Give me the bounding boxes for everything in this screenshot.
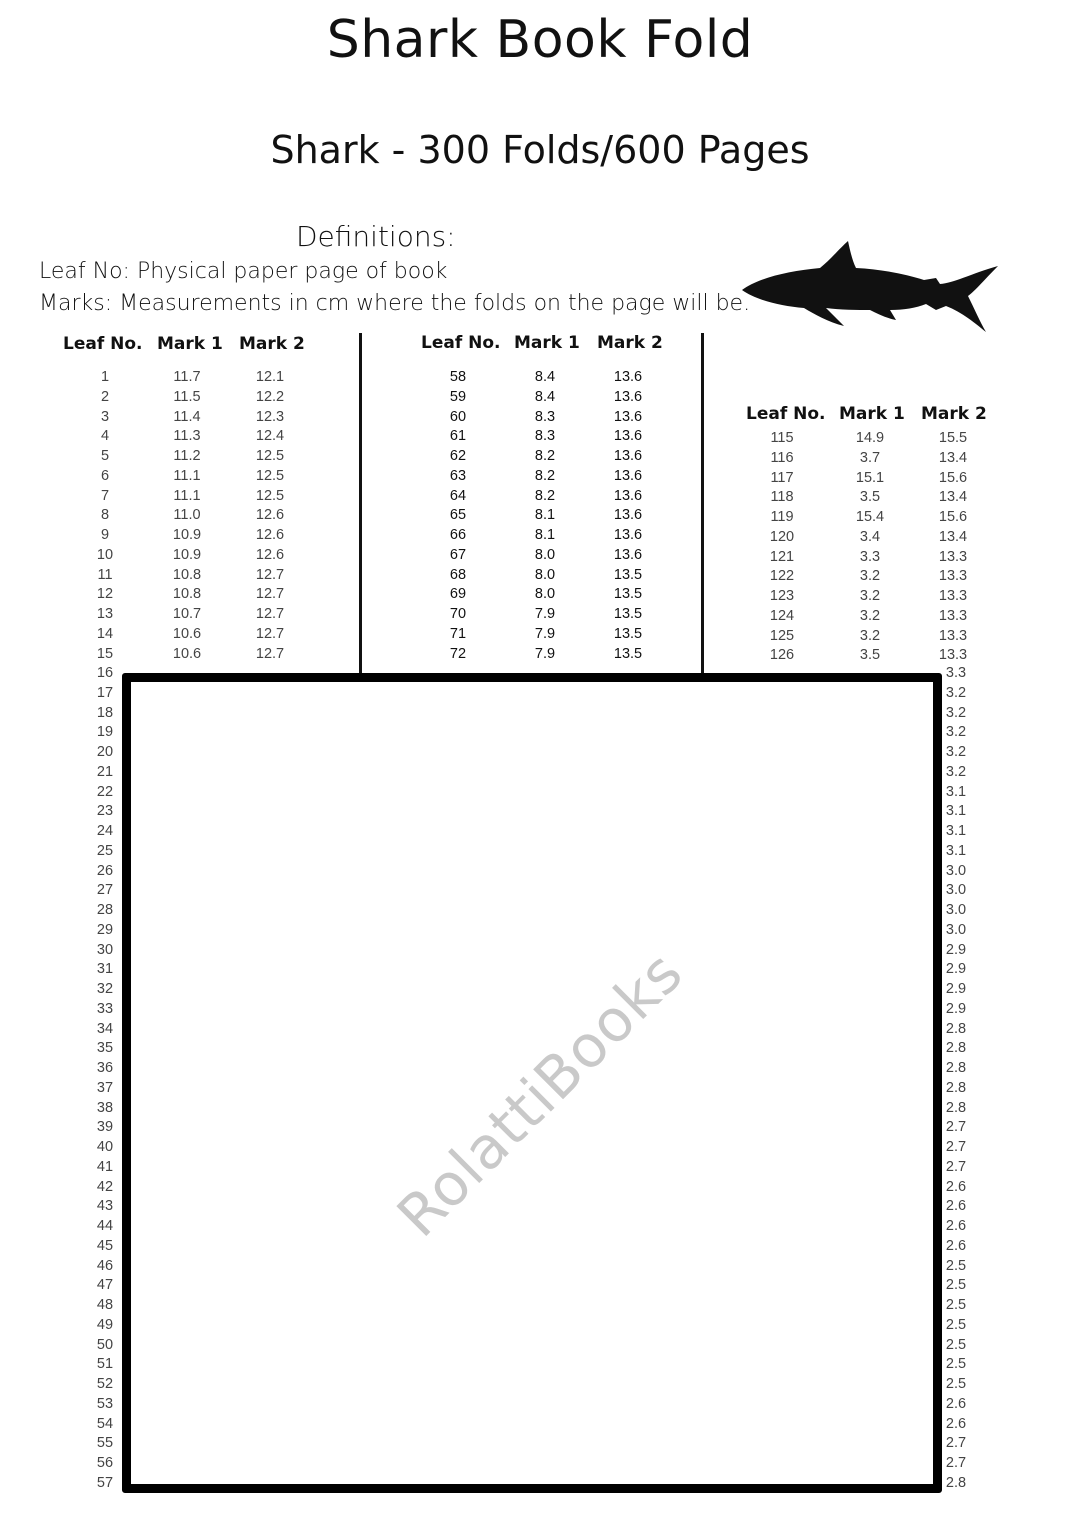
mark2-cell: 2.7	[945, 1435, 967, 1452]
mark2-cell: 2.5	[945, 1356, 967, 1373]
mark2-cell: 3.2	[945, 763, 967, 780]
mark1-cell: 7.9	[534, 625, 556, 642]
leaf-no-cell: 118	[770, 489, 794, 506]
definition-leaf: Leaf No: Physical paper page of book	[39, 259, 448, 284]
page-subtitle: Shark - 300 Folds/600 Pages	[270, 128, 810, 172]
mark2-cell: 3.3	[945, 665, 967, 681]
leaf-no-cell: 64	[449, 487, 467, 504]
mark1-cell: 10.6	[172, 645, 202, 662]
mark1-cell: 11.2	[173, 448, 201, 464]
leaf-no-cell: 30	[96, 941, 114, 958]
leaf-no-cell: 9	[100, 527, 110, 543]
mark2-cell: 13.4	[938, 489, 968, 506]
leaf-no-cell: 49	[96, 1316, 114, 1333]
definitions-heading: Definitions:	[296, 220, 456, 253]
col3-header-leaf: Leaf No.	[746, 404, 826, 424]
leaf-no-cell: 39	[96, 1119, 114, 1136]
table-row	[0, 488, 1080, 508]
leaf-no-cell: 14	[96, 625, 114, 642]
mark2-cell: 12.6	[255, 527, 285, 543]
mark2-cell: 2.6	[945, 1218, 967, 1234]
mark2-cell: 3.1	[945, 823, 967, 839]
leaf-no-cell: 116	[770, 449, 794, 466]
mark1-cell: 3.2	[859, 607, 881, 624]
leaf-no-cell: 48	[96, 1297, 114, 1313]
mark2-cell: 2.7	[945, 1119, 967, 1136]
table-row	[0, 587, 1080, 607]
mark2-cell: 2.6	[945, 1395, 967, 1412]
leaf-no-cell: 26	[96, 862, 114, 879]
mark2-cell: 13.6	[613, 408, 643, 425]
mark1-cell: 8.2	[534, 448, 556, 464]
leaf-no-cell: 23	[96, 803, 114, 820]
mark1-cell: 3.3	[859, 548, 881, 565]
leaf-no-cell: 22	[96, 783, 114, 800]
mark2-cell: 2.7	[945, 1455, 967, 1471]
mark1-cell: 10.8	[172, 566, 202, 583]
leaf-no-cell: 70	[449, 606, 467, 622]
leaf-no-cell: 1	[100, 369, 110, 385]
leaf-no-cell: 6	[100, 467, 110, 484]
leaf-no-cell: 53	[96, 1395, 114, 1412]
mark2-cell: 3.0	[945, 921, 967, 938]
mark2-cell: 2.8	[945, 1474, 967, 1491]
mark2-cell: 13.6	[613, 527, 643, 543]
mark2-cell: 2.9	[945, 981, 967, 997]
col3-header-mark1: Mark 1	[839, 404, 905, 424]
leaf-no-cell: 28	[96, 902, 114, 918]
mark2-cell: 2.8	[945, 1060, 967, 1076]
leaf-no-cell: 40	[96, 1139, 114, 1155]
table-row	[0, 607, 1080, 627]
table-row	[0, 408, 700, 428]
leaf-no-cell: 15	[96, 645, 114, 662]
mark1-cell: 3.5	[859, 489, 881, 506]
leaf-no-cell: 27	[96, 882, 114, 899]
col3-header-mark2: Mark 2	[921, 404, 987, 424]
mark2-cell: 13.3	[938, 647, 968, 664]
mark1-cell: 3.7	[859, 449, 881, 466]
mark2-cell: 12.4	[255, 428, 285, 445]
mark2-cell: 3.0	[945, 862, 967, 879]
definition-marks: Marks: Measurements in cm where the folds on the page will be.	[39, 291, 751, 316]
leaf-no-cell: 60	[449, 408, 467, 425]
mark2-cell: 2.6	[945, 1198, 967, 1215]
leaf-no-cell: 20	[96, 744, 114, 760]
leaf-no-cell: 31	[96, 961, 114, 978]
mark1-cell: 11.1	[173, 467, 201, 484]
table-row	[0, 627, 1080, 647]
mark2-cell: 2.9	[945, 1000, 967, 1017]
leaf-no-cell: 125	[769, 627, 795, 644]
leaf-no-cell: 63	[449, 467, 467, 484]
leaf-no-cell: 38	[96, 1099, 114, 1116]
mark2-cell: 15.6	[938, 509, 968, 525]
col1-header-mark2: Mark 2	[239, 334, 305, 354]
leaf-no-cell: 55	[96, 1435, 114, 1452]
leaf-no-cell: 41	[96, 1158, 114, 1175]
mark2-cell: 13.6	[613, 487, 643, 504]
mark2-cell: 3.0	[945, 902, 967, 918]
mark2-cell: 13.6	[613, 448, 643, 464]
mark1-cell: 10.6	[172, 625, 202, 642]
mark2-cell: 12.5	[255, 467, 285, 484]
mark2-cell: 13.5	[613, 606, 643, 622]
mark1-cell: 8.1	[534, 527, 556, 543]
mark1-cell: 3.5	[859, 647, 881, 664]
leaf-no-cell: 51	[96, 1356, 114, 1373]
mark2-cell: 12.6	[255, 546, 285, 563]
col2-header-mark2: Mark 2	[597, 333, 663, 353]
leaf-no-cell: 21	[96, 763, 114, 780]
mark2-cell: 13.4	[938, 449, 968, 466]
leaf-no-cell: 24	[96, 823, 114, 839]
mark2-cell: 3.0	[945, 882, 967, 899]
mark2-cell: 2.7	[945, 1158, 967, 1175]
table-row	[0, 548, 1080, 568]
mark2-cell: 13.4	[938, 528, 968, 545]
leaf-no-cell: 34	[96, 1020, 114, 1037]
mark2-cell: 13.6	[613, 546, 643, 563]
mark1-cell: 11.4	[173, 408, 201, 425]
leaf-no-cell: 36	[96, 1060, 114, 1076]
mark2-cell: 13.3	[938, 607, 968, 624]
mark1-cell: 11.5	[173, 388, 201, 405]
mark2-cell: 13.6	[613, 467, 643, 484]
mark2-cell: 13.3	[938, 548, 968, 565]
mark1-cell: 8.4	[534, 369, 556, 385]
mark1-cell: 15.1	[855, 469, 885, 486]
mark2-cell: 2.6	[945, 1178, 967, 1195]
leaf-no-cell: 35	[96, 1040, 114, 1057]
leaf-no-cell: 72	[449, 645, 467, 662]
mark2-cell: 2.5	[945, 1316, 967, 1333]
mark1-cell: 7.9	[534, 645, 556, 662]
mark2-cell: 2.8	[945, 1099, 967, 1116]
mark2-cell: 12.7	[255, 606, 285, 622]
table-row	[0, 508, 1080, 528]
mark1-cell: 8.3	[534, 428, 556, 445]
mark2-cell: 12.7	[255, 625, 285, 642]
mark2-cell: 2.5	[945, 1297, 967, 1313]
mark1-cell: 3.2	[859, 588, 881, 604]
leaf-no-cell: 66	[449, 527, 467, 543]
col1-header-mark1: Mark 1	[157, 334, 223, 354]
mark1-cell: 11.3	[173, 428, 201, 445]
mark2-cell: 2.9	[945, 961, 967, 978]
mark2-cell: 13.5	[613, 586, 643, 603]
leaf-no-cell: 117	[770, 469, 794, 486]
mark2-cell: 2.5	[945, 1336, 967, 1353]
leaf-no-cell: 12	[96, 586, 114, 603]
leaf-no-cell: 50	[96, 1336, 114, 1353]
leaf-no-cell: 19	[96, 724, 114, 741]
table-row	[0, 388, 700, 408]
mark1-cell: 11.1	[173, 487, 201, 504]
mark2-cell: 13.6	[613, 428, 643, 445]
leaf-no-cell: 46	[96, 1257, 114, 1274]
mark1-cell: 8.0	[534, 566, 556, 583]
watermark: RolattiBooks	[384, 938, 696, 1250]
table-row	[0, 567, 1080, 587]
mark2-cell: 15.6	[938, 469, 968, 486]
leaf-no-cell: 44	[96, 1218, 114, 1234]
table-row	[0, 469, 1080, 489]
mark1-cell: 10.9	[172, 546, 202, 563]
mark1-cell: 10.9	[172, 527, 202, 543]
leaf-no-cell: 52	[96, 1376, 114, 1392]
leaf-no-cell: 18	[96, 704, 114, 721]
leaf-no-cell: 29	[96, 921, 114, 938]
leaf-no-cell: 69	[449, 586, 467, 603]
mark1-cell: 8.2	[534, 467, 556, 484]
mark2-cell: 13.3	[938, 568, 968, 585]
leaf-no-cell: 58	[449, 369, 467, 385]
mark2-cell: 13.5	[613, 625, 643, 642]
mark2-cell: 2.8	[945, 1020, 967, 1037]
mark2-cell: 2.5	[945, 1257, 967, 1274]
leaf-no-cell: 43	[96, 1198, 114, 1215]
mark2-cell: 12.1	[255, 369, 285, 385]
mark2-cell: 2.5	[945, 1376, 967, 1392]
mark1-cell: 11.0	[173, 507, 201, 524]
leaf-no-cell: 54	[96, 1415, 114, 1432]
mark1-cell: 3.2	[859, 568, 881, 585]
leaf-no-cell: 3	[100, 408, 110, 425]
leaf-no-cell: 56	[96, 1455, 114, 1471]
leaf-no-cell: 7	[100, 487, 110, 504]
mark2-cell: 2.8	[945, 1040, 967, 1057]
leaf-no-cell: 33	[96, 1000, 114, 1017]
mark2-cell: 12.5	[255, 487, 285, 504]
leaf-no-cell: 115	[770, 430, 794, 446]
leaf-no-cell: 37	[96, 1079, 114, 1096]
mark1-cell: 8.0	[534, 586, 556, 603]
mark2-cell: 3.2	[945, 684, 967, 701]
leaf-no-cell: 17	[96, 684, 114, 701]
leaf-no-cell: 121	[769, 548, 795, 565]
table-row	[0, 429, 1080, 449]
leaf-no-cell: 126	[769, 647, 795, 664]
leaf-no-cell: 120	[769, 528, 795, 545]
mark2-cell: 12.5	[255, 448, 285, 464]
mark1-cell: 8.0	[534, 546, 556, 563]
leaf-no-cell: 13	[96, 606, 114, 622]
mark2-cell: 2.9	[945, 941, 967, 958]
leaf-no-cell: 62	[449, 448, 467, 464]
leaf-no-cell: 10	[96, 546, 114, 563]
leaf-no-cell: 124	[769, 607, 795, 624]
shark-silhouette-icon	[740, 238, 1002, 336]
mark2-cell: 13.6	[613, 388, 643, 405]
mark2-cell: 3.1	[945, 842, 967, 859]
mark2-cell: 3.1	[945, 783, 967, 800]
leaf-no-cell: 2	[100, 388, 110, 405]
mark2-cell: 2.6	[945, 1237, 967, 1254]
mark2-cell: 2.7	[945, 1139, 967, 1155]
leaf-no-cell: 119	[770, 509, 794, 525]
mark2-cell: 3.2	[945, 704, 967, 721]
leaf-no-cell: 11	[97, 566, 113, 583]
page-title: Shark Book Fold	[326, 10, 754, 70]
leaf-no-cell: 71	[449, 625, 467, 642]
leaf-no-cell: 67	[449, 546, 467, 563]
leaf-no-cell: 65	[449, 507, 467, 524]
leaf-no-cell: 57	[96, 1474, 114, 1491]
mark2-cell: 12.7	[255, 586, 285, 603]
leaf-no-cell: 8	[100, 507, 110, 524]
table-row	[0, 368, 700, 388]
mark1-cell: 10.7	[172, 606, 202, 622]
table-row	[0, 528, 1080, 548]
leaf-no-cell: 5	[100, 448, 110, 464]
mark1-cell: 8.2	[534, 487, 556, 504]
mark2-cell: 2.8	[945, 1079, 967, 1096]
leaf-no-cell: 47	[96, 1277, 114, 1294]
leaf-no-cell: 61	[449, 428, 467, 445]
mark1-cell: 3.4	[859, 528, 881, 545]
mark1-cell: 14.9	[855, 430, 885, 446]
col2-header-mark1: Mark 1	[514, 333, 580, 353]
mark2-cell: 13.6	[613, 369, 643, 385]
mark2-cell: 12.7	[255, 566, 285, 583]
leaf-no-cell: 16	[96, 665, 114, 681]
mark1-cell: 8.4	[534, 388, 556, 405]
mark1-cell: 10.8	[172, 586, 202, 603]
leaf-no-cell: 123	[769, 588, 795, 604]
mark2-cell: 3.2	[945, 724, 967, 741]
leaf-no-cell: 122	[769, 568, 795, 585]
leaf-no-cell: 68	[449, 566, 467, 583]
leaf-no-cell: 45	[96, 1237, 114, 1254]
mark2-cell: 15.5	[938, 430, 968, 446]
mark1-cell: 15.4	[855, 509, 885, 525]
col2-header-leaf: Leaf No.	[421, 333, 501, 353]
mark2-cell: 13.3	[938, 627, 968, 644]
leaf-no-cell: 59	[449, 388, 467, 405]
mark2-cell: 13.5	[613, 645, 643, 662]
mark2-cell: 12.7	[255, 645, 285, 662]
mark2-cell: 13.6	[613, 507, 643, 524]
mark2-cell: 2.6	[945, 1415, 967, 1432]
mark1-cell: 7.9	[534, 606, 556, 622]
table-row	[0, 449, 1080, 469]
mark2-cell: 3.1	[945, 803, 967, 820]
mark1-cell: 11.7	[173, 369, 201, 385]
mark2-cell: 3.2	[945, 744, 967, 760]
mark2-cell: 12.6	[255, 507, 285, 524]
mark2-cell: 2.5	[945, 1277, 967, 1294]
mark2-cell: 13.5	[613, 566, 643, 583]
leaf-no-cell: 25	[96, 842, 114, 859]
mark2-cell: 12.3	[255, 408, 285, 425]
leaf-no-cell: 32	[96, 981, 114, 997]
mark1-cell: 3.2	[859, 627, 881, 644]
leaf-no-cell: 42	[96, 1178, 114, 1195]
mark2-cell: 12.2	[255, 388, 285, 405]
col1-header-leaf: Leaf No.	[63, 334, 143, 354]
mark2-cell: 13.3	[938, 588, 968, 604]
mark1-cell: 8.3	[534, 408, 556, 425]
leaf-no-cell: 4	[100, 428, 110, 445]
mark1-cell: 8.1	[534, 507, 556, 524]
